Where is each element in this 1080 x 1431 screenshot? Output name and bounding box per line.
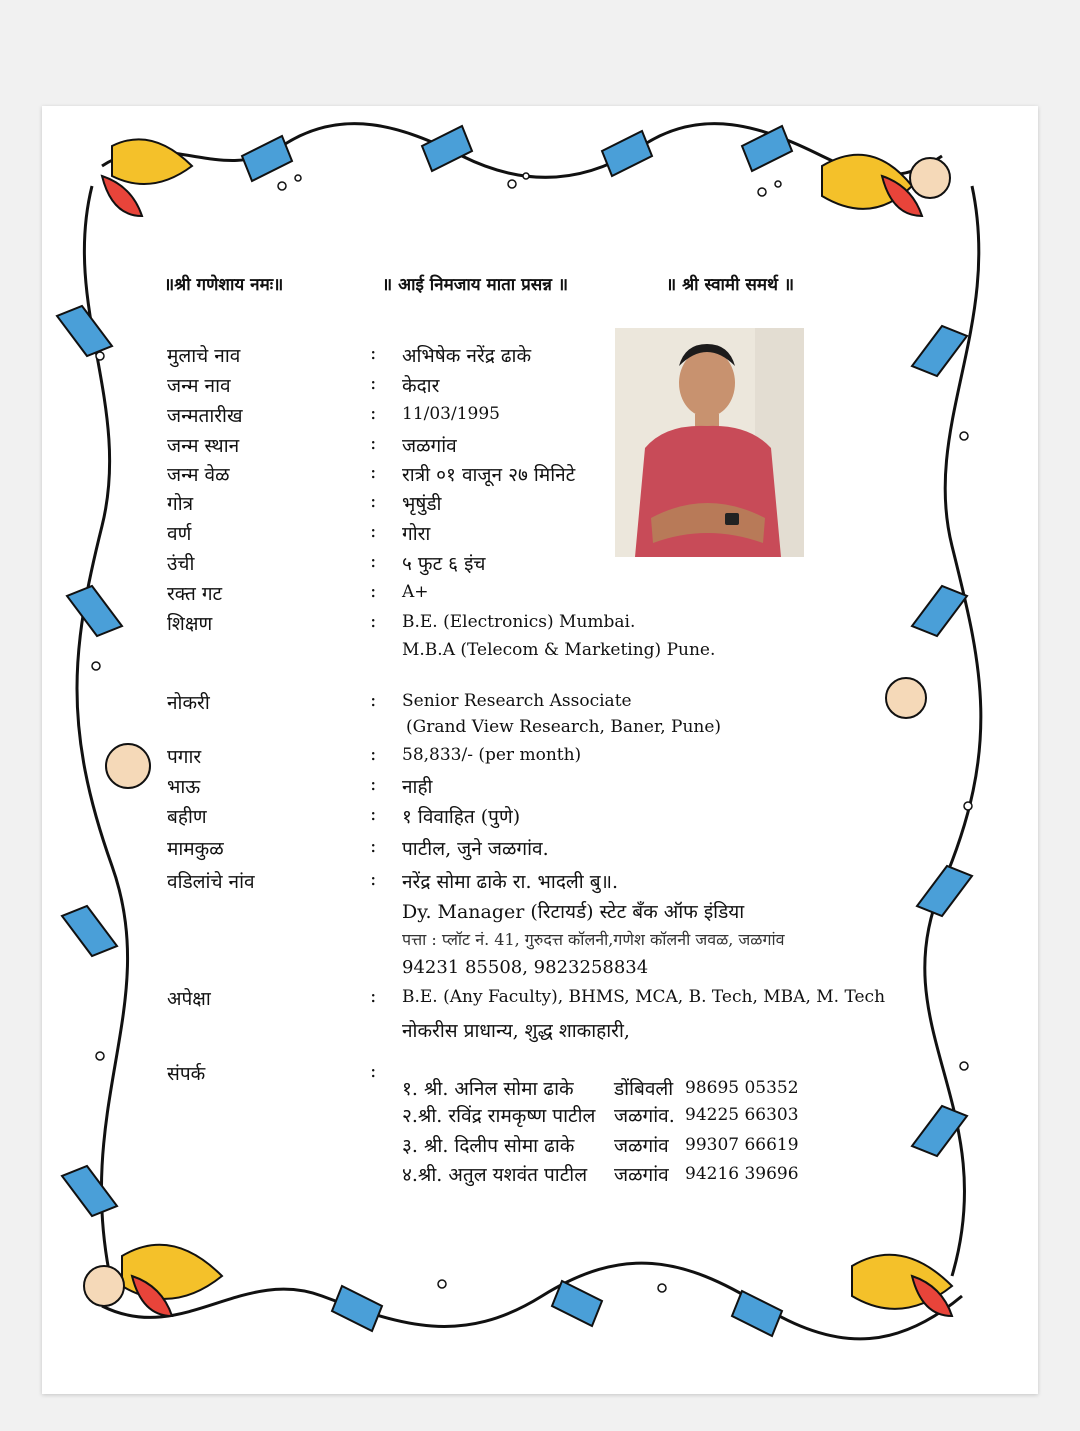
colon: : xyxy=(370,773,377,795)
blessing-aai-nimjay: ॥ आई निमजाय माता प्रसन्न ॥ xyxy=(382,275,569,295)
value-father-address: पत्ता : प्लॉट नं. 41, गुरुदत्त कॉलनी,गणेश कॉलनी जवळ, जळगांव xyxy=(402,930,785,949)
label-expectation: अपेक्षा xyxy=(167,988,211,1010)
value-height: ५ फुट ६ इंच xyxy=(402,553,486,575)
value-education-1: B.E. (Electronics) Mumbai. xyxy=(402,612,636,632)
colon: : xyxy=(370,520,377,542)
contact-1-phone: 98695 05352 xyxy=(685,1078,799,1098)
biodata-page xyxy=(42,106,1038,1394)
contact-2-phone: 94225 66303 xyxy=(685,1105,799,1125)
colon: : xyxy=(370,461,377,483)
contact-3-name: ३. श्री. दिलीप सोमा ढाके xyxy=(402,1135,575,1157)
label-job: नोकरी xyxy=(167,692,210,714)
label-maternal-family: मामकुळ xyxy=(167,838,224,860)
colon: : xyxy=(370,689,377,711)
contact-2-name: २.श्री. रविंद्र रामकृष्ण पाटील xyxy=(402,1105,596,1127)
blessing-swami-samarth: ॥ श्री स्वामी समर्थ ॥ xyxy=(666,275,795,295)
value-job-2: (Grand View Research, Baner, Pune) xyxy=(406,717,722,737)
value-father-phone: 94231 85508, 9823258834 xyxy=(402,957,649,978)
value-father-name: नरेंद्र सोमा ढाके रा. भादली बु॥. xyxy=(402,871,619,893)
label-birth-date: जन्मतारीख xyxy=(167,405,243,427)
colon: : xyxy=(370,490,377,512)
value-sister: १ विवाहित (पुणे) xyxy=(402,806,521,828)
label-education: शिक्षण xyxy=(167,613,213,635)
contact-1-place: डोंबिवली xyxy=(614,1078,674,1100)
label-father-name: वडिलांचे नांव xyxy=(167,871,255,893)
blessing-ganesh: ॥श्री गणेशाय नमः॥ xyxy=(164,275,284,295)
value-birth-date: 11/03/1995 xyxy=(402,404,500,424)
value-birth-name: केदार xyxy=(402,375,440,397)
label-birth-place: जन्म स्थान xyxy=(167,435,240,457)
value-name: अभिषेक नरेंद्र ढाके xyxy=(402,345,532,367)
colon: : xyxy=(370,372,377,394)
label-salary: पगार xyxy=(167,746,202,768)
value-birth-place: जळगांव xyxy=(402,435,457,457)
value-job-1: Senior Research Associate xyxy=(402,691,632,711)
colon: : xyxy=(370,985,377,1007)
label-name: मुलाचे नाव xyxy=(167,345,241,367)
value-education-2: M.B.A (Telecom & Marketing) Pune. xyxy=(402,640,716,660)
value-brother: नाही xyxy=(402,776,433,798)
contact-3-phone: 99307 66619 xyxy=(685,1135,799,1155)
value-complexion: गोरा xyxy=(402,523,431,545)
colon: : xyxy=(370,835,377,857)
label-blood-group: रक्त गट xyxy=(167,583,223,605)
contact-4-name: ४.श्री. अतुल यशवंत पाटील xyxy=(402,1164,588,1186)
label-contact: संपर्क xyxy=(167,1063,206,1085)
colon: : xyxy=(370,550,377,572)
colon: : xyxy=(370,580,377,602)
label-complexion: वर्ण xyxy=(167,523,192,545)
value-salary: 58,833/- (per month) xyxy=(402,745,582,765)
colon: : xyxy=(370,803,377,825)
label-birth-time: जन्म वेळ xyxy=(167,464,230,486)
colon: : xyxy=(370,1060,377,1082)
colon: : xyxy=(370,610,377,632)
contact-2-place: जळगांव. xyxy=(614,1105,675,1127)
value-father-occupation: Dy. Manager (रिटायर्ड) स्टेट बँक ऑफ इंडिया xyxy=(402,901,745,923)
label-height: उंची xyxy=(167,553,195,575)
colon: : xyxy=(370,402,377,424)
label-gotra: गोत्र xyxy=(167,493,194,515)
colon: : xyxy=(370,868,377,890)
label-brother: भाऊ xyxy=(167,776,201,798)
colon: : xyxy=(370,342,377,364)
value-expectation-1: B.E. (Any Faculty), BHMS, MCA, B. Tech, MBA, M. Tech xyxy=(402,987,886,1007)
contact-3-place: जळगांव xyxy=(614,1135,669,1157)
value-gotra: भृषुंडी xyxy=(402,493,442,515)
value-expectation-2: नोकरीस प्राधान्य, शुद्ध शाकाहारी, xyxy=(402,1020,630,1042)
value-birth-time: रात्री ०१ वाजून २७ मिनिटे xyxy=(402,464,576,486)
contact-4-place: जळगांव xyxy=(614,1164,669,1186)
colon: : xyxy=(370,743,377,765)
value-blood-group: A+ xyxy=(402,582,429,602)
value-maternal-family: पाटील, जुने जळगांव. xyxy=(402,838,549,860)
label-sister: बहीण xyxy=(167,806,207,828)
colon: : xyxy=(370,432,377,454)
contact-4-phone: 94216 39696 xyxy=(685,1164,799,1184)
contact-1-name: १. श्री. अनिल सोमा ढाके xyxy=(402,1078,574,1100)
candidate-photo xyxy=(615,328,804,557)
label-birth-name: जन्म नाव xyxy=(167,375,231,397)
